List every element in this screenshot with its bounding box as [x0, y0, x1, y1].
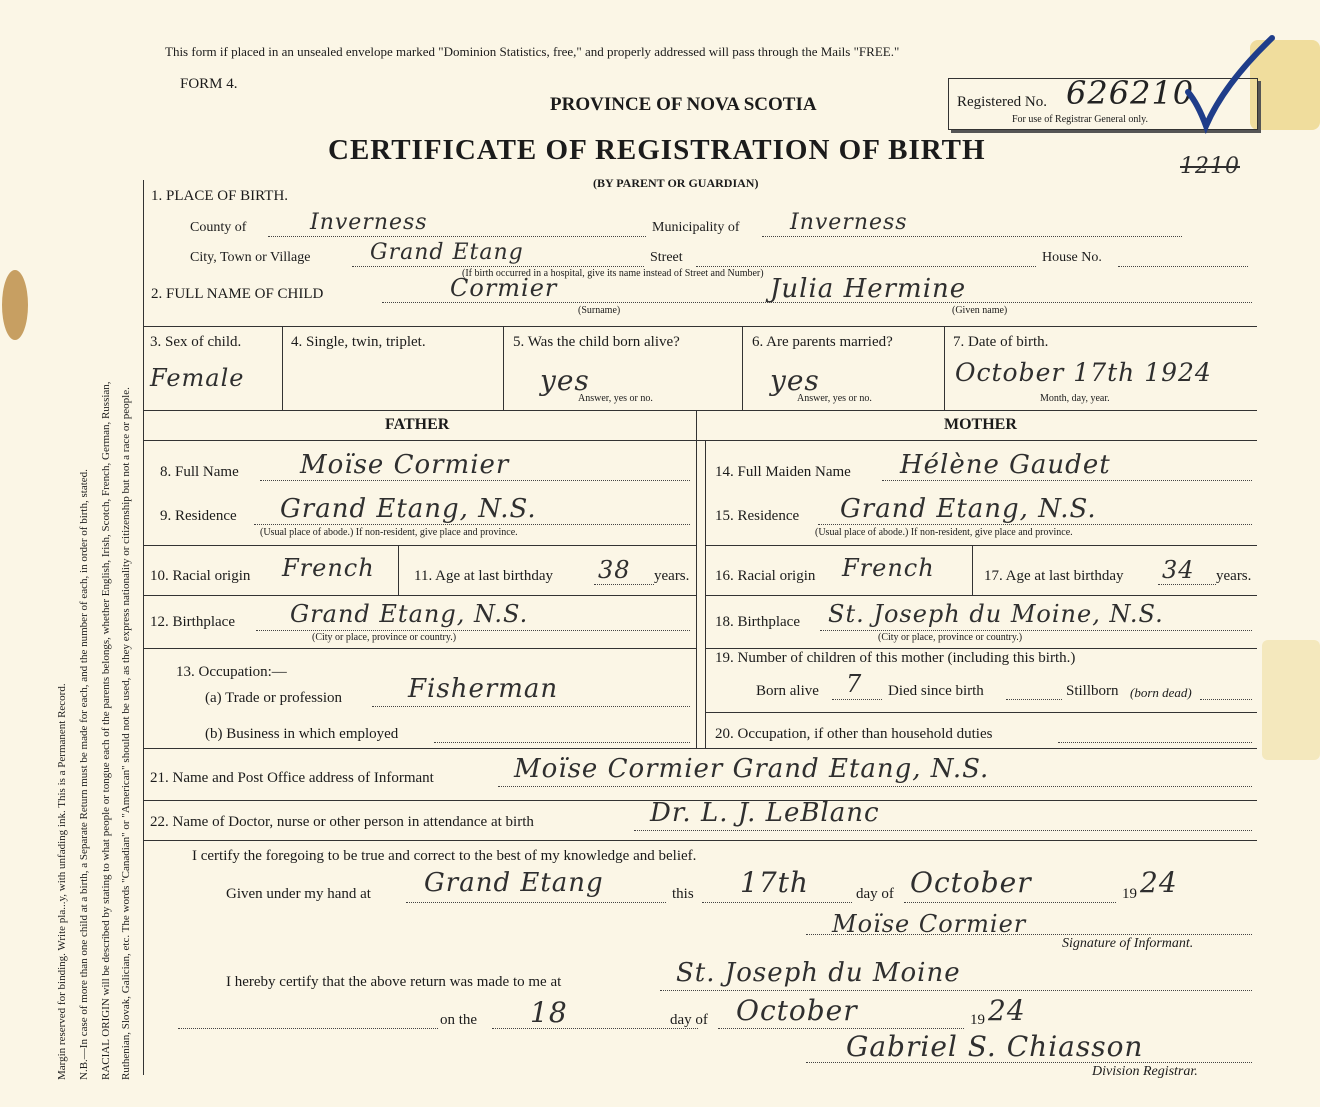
informant-signature-label: Signature of Informant. — [1062, 936, 1194, 951]
children-count-label: 19. Number of children of this mother (including this birth.) — [715, 650, 1076, 666]
father-name: Moïse Cormier — [300, 450, 510, 480]
this-label: this — [672, 886, 694, 902]
married-label: 6. Are parents married? — [752, 334, 893, 350]
stain-right-2 — [1262, 640, 1320, 760]
form-number: FORM 4. — [180, 76, 238, 92]
margin-line-1: Margin reserved for binding. Write pla...y, with unfading ink. This is a Permanent Record. — [56, 683, 68, 1080]
stillborn-note: (born dead) — [1130, 685, 1192, 700]
registrar-year: 24 — [988, 994, 1026, 1027]
registrar-day-label: day of — [670, 1012, 708, 1028]
father-birthplace-caption: (City or place, province or country.) — [312, 632, 457, 643]
father-heading: FATHER — [385, 416, 450, 433]
given-under-label: Given under my hand at — [226, 886, 371, 902]
child-surname: Cormier — [450, 274, 558, 302]
mother-birthplace-label: 18. Birthplace — [715, 614, 800, 630]
father-abode-caption: (Usual place of abode.) If non-resident, give place and province. — [260, 527, 518, 538]
born-alive-value: yes — [540, 364, 590, 397]
city-value: Grand Etang — [370, 240, 524, 265]
father-age-label: 11. Age at last birthday — [414, 568, 553, 584]
informant-value: Moïse Cormier Grand Etang, N.S. — [514, 754, 990, 784]
dob-label: 7. Date of birth. — [953, 334, 1049, 350]
city-label: City, Town or Village — [190, 250, 311, 265]
certificate-title: CERTIFICATE OF REGISTRATION OF BIRTH — [328, 134, 986, 166]
given-day: 17th — [740, 866, 809, 899]
business-label: (b) Business in which employed — [205, 726, 399, 742]
died-since-birth-label: Died since birth — [888, 683, 984, 699]
doctor-label: 22. Name of Doctor, nurse or other person in attendance at birth — [150, 814, 534, 830]
mother-name-label: 14. Full Maiden Name — [715, 464, 851, 480]
mother-occupation-label: 20. Occupation, if other than household duties — [715, 726, 993, 742]
on-the-label: on the — [440, 1012, 478, 1028]
trade-label: (a) Trade or profession — [205, 690, 343, 706]
trade-value: Fisherman — [408, 674, 559, 704]
mother-race-label: 16. Racial origin — [715, 568, 816, 584]
mail-notice: This form if placed in an unsealed envelope marked "Dominion Statistics, free," and properly addressed will pass through the Mails "FREE." — [165, 44, 900, 59]
father-years: years. — [654, 568, 690, 584]
doctor-value: Dr. L. J. LeBlanc — [650, 798, 880, 828]
mother-abode-caption: (Usual place of abode.) If non-resident, give place and province. — [815, 527, 1073, 538]
registrar-year-prefix: 19 — [970, 1012, 985, 1028]
street-label: Street — [650, 250, 683, 265]
given-month: October — [910, 866, 1032, 899]
municipality-value: Inverness — [790, 210, 908, 235]
married-caption: Answer, yes or no. — [797, 393, 872, 404]
mother-name: Hélène Gaudet — [900, 450, 1111, 480]
dob-caption: Month, day, year. — [1040, 393, 1110, 404]
sex-value: Female — [150, 364, 245, 392]
occupation-label: 13. Occupation:— — [176, 664, 287, 680]
father-residence: Grand Etang, N.S. — [280, 494, 537, 524]
given-year: 24 — [1140, 866, 1178, 899]
mother-residence: Grand Etang, N.S. — [840, 494, 1097, 524]
registrar-month: October — [736, 994, 858, 1027]
place-heading: 1. PLACE OF BIRTH. — [151, 188, 289, 204]
mother-age: 34 — [1162, 556, 1195, 584]
mother-age-label: 17. Age at last birthday — [984, 568, 1124, 584]
mother-residence-label: 15. Residence — [715, 508, 800, 524]
born-alive-caption: Answer, yes or no. — [578, 393, 653, 404]
father-race: French — [282, 554, 375, 582]
municipality-label: Municipality of — [652, 220, 740, 235]
married-value: yes — [770, 364, 820, 397]
surname-caption: (Surname) — [578, 305, 621, 316]
registrar-day: 18 — [530, 996, 568, 1029]
margin-line-2: N.B.—In case of more than one child at a birth, a Separate Return must be made for each, and the number of each, in order of birth, stated. — [78, 469, 90, 1080]
certify-statement: I certify the foregoing to be true and correct to the best of my knowledge and belief. — [192, 848, 697, 864]
county-value: Inverness — [310, 210, 428, 235]
mother-years: years. — [1216, 568, 1252, 584]
father-birthplace: Grand Etang, N.S. — [290, 600, 529, 628]
registered-label: Registered No. — [957, 94, 1047, 110]
registered-number: 626210 — [1066, 74, 1195, 112]
margin-line-4: Ruthenian, Slovak, Galician, etc. The words "Canadian" or "American" should not be used, as they express nationality or citizenship but not a race or people. — [120, 387, 132, 1080]
hospital-note: (If birth occurred in a hospital, give its name instead of Street and Number) — [462, 268, 764, 279]
registrar-place: St. Joseph du Moine — [676, 958, 961, 988]
given-place: Grand Etang — [424, 868, 604, 898]
registered-note: For use of Registrar General only. — [1012, 114, 1148, 125]
house-label: House No. — [1042, 250, 1102, 265]
born-alive-label: 5. Was the child born alive? — [513, 334, 680, 350]
county-label: County of — [190, 220, 247, 235]
mother-heading: MOTHER — [944, 416, 1017, 433]
father-age: 38 — [598, 556, 631, 584]
check-mark-icon — [1180, 34, 1280, 134]
certificate-subtitle: (BY PARENT OR GUARDIAN) — [593, 176, 759, 190]
father-birthplace-label: 12. Birthplace — [150, 614, 235, 630]
registrar-statement: I hereby certify that the above return was made to me at — [226, 974, 562, 990]
father-race-label: 10. Racial origin — [150, 568, 251, 584]
given-day-label: day of — [856, 886, 894, 902]
child-given-name: Julia Hermine — [770, 274, 967, 304]
born-alive-count-label: Born alive — [756, 683, 819, 699]
given-caption: (Given name) — [952, 305, 1008, 316]
informant-label: 21. Name and Post Office address of Informant — [150, 770, 434, 786]
mother-birthplace-caption: (City or place, province or country.) — [878, 632, 1023, 643]
plurality-label: 4. Single, twin, triplet. — [291, 334, 426, 350]
mother-birthplace: St. Joseph du Moine, N.S. — [828, 600, 1164, 628]
born-alive-count: 7 — [846, 670, 863, 698]
registrar-signature: Gabriel S. Chiasson — [846, 1030, 1144, 1063]
stain-left — [2, 270, 28, 340]
province-title: PROVINCE OF NOVA SCOTIA — [550, 94, 817, 115]
struck-number: 1210 — [1180, 154, 1240, 179]
dob-value: October 17th 1924 — [955, 358, 1212, 387]
sex-label: 3. Sex of child. — [150, 334, 242, 350]
mother-race: French — [842, 554, 935, 582]
father-name-label: 8. Full Name — [160, 464, 239, 480]
father-residence-label: 9. Residence — [160, 508, 237, 524]
registrar-signature-label: Division Registrar. — [1092, 1064, 1198, 1079]
child-name-label: 2. FULL NAME OF CHILD — [151, 286, 324, 302]
margin-line-3: RACIAL ORIGIN will be described by stating to what people or tongue each of the parents belongs, whether English, Irish, Scotch, French, German, Russian, — [100, 381, 112, 1080]
given-year-prefix: 19 — [1122, 886, 1137, 902]
informant-signature: Moïse Cormier — [832, 910, 1027, 938]
stillborn-label: Stillborn — [1066, 683, 1119, 699]
